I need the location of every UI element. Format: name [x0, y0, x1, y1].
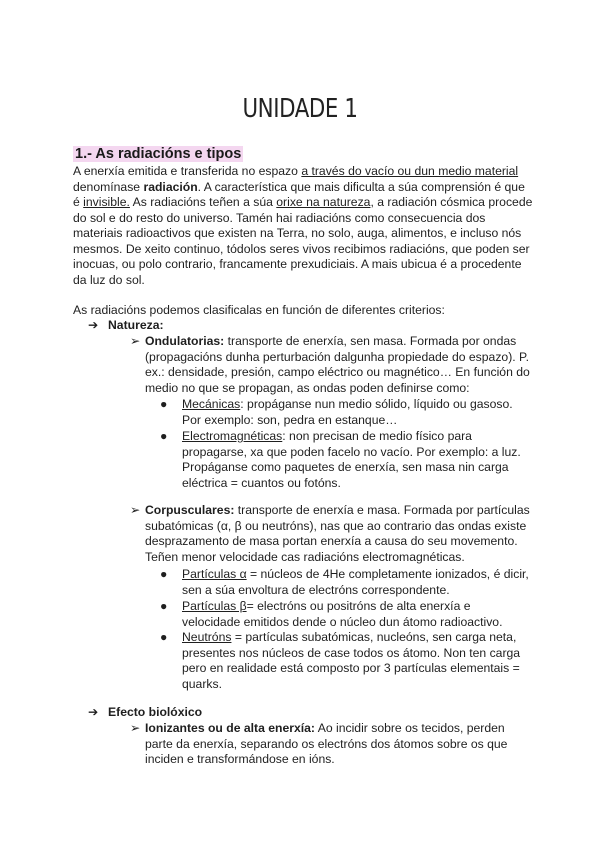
corpusculares-text: transporte de enerxía e masa. Formada por partículas subatómicas (α, β ou neutróns), nas que ao contrario das ondas existe desprazamento de masa portan enerxía a causa do seu movemento. Teñen menor velocidade cas radiacións electromagnéticas. [145, 503, 530, 564]
list-item-ondulatorias [130, 334, 530, 396]
intro-text-d: As radiacións teñen a súa [129, 195, 277, 209]
natureza-label: Natureza: [108, 318, 164, 332]
intro-underline-medium: a través do vacío ou dun medio material [301, 164, 519, 178]
intro-underline-orixe: orixe na natureza [276, 195, 371, 209]
intro-text-c: . A característica que mais dificulta a súa comprensión é que é [73, 179, 525, 209]
ondulatorias-text: transporte de enerxía, sen masa. Formada por ondas (propagacións dunha perturbación dalgunha propiedade do espazo). P. ex.: densidade, presión, campo eléctrico ou magnético… En función do medio no que se propagan, as ondas poden definirse como: [145, 334, 530, 395]
bullet-icon: ● [160, 630, 168, 644]
ondulatorias-label: Ondulatorias: [145, 334, 225, 348]
efecto-label: Efecto biolóxico [108, 705, 203, 719]
intro-underline-invisible: invisible. [83, 195, 130, 209]
list-item-particulas-beta [160, 599, 530, 630]
list-item-efecto-bioloxico [88, 705, 202, 721]
electromagneticas-label: Electromagnéticas [182, 429, 283, 443]
bullet-icon: ● [160, 397, 168, 411]
neutrons-text: = partículas subatómicas, nucleóns, sen carga neta, presentes nos núcleos de case todos os átomo. Non ten carga pero en realidade está composto por 3 partículas elementais = quarks. [182, 630, 521, 691]
section-heading: 1.- As radiacións e tipos [75, 146, 242, 162]
intro-paragraph [73, 164, 533, 288]
arrow-icon: ➔ [88, 705, 99, 719]
chevron-icon: ➢ [130, 503, 141, 517]
alfa-label: Partículas α [182, 567, 247, 581]
intro-text-b: denomínase [73, 179, 144, 194]
list-item-natureza [88, 318, 164, 334]
arrow-icon: ➔ [88, 318, 99, 332]
alfa-text: = núcleos de 4He completamente ionizados, é dicir, sen a súa envoltura de electróns correspondente. [182, 567, 529, 597]
page-title: UNIDADE 1 [242, 94, 358, 124]
beta-label: Partículas β [182, 599, 247, 613]
list-item-neutrons [160, 630, 530, 692]
corpusculares-label: Corpusculares: [145, 503, 235, 517]
chevron-icon: ➢ [130, 721, 141, 735]
intro-bold-radiacion: radiación [143, 179, 198, 194]
list-item-electromagneticas [160, 429, 530, 491]
ionizantes-label: Ionizantes ou de alta enerxía: [145, 721, 315, 735]
mecanicas-text: : propáganse nun medio sólido, líquido ou gasoso. Por exemplo: son, pedra en estanque… [182, 397, 513, 427]
list-item-particulas-alfa [160, 567, 530, 598]
beta-text: = electróns ou positróns de alta enerxía e velocidade emitidos dende o núcleo dun átomo radioactivo. [182, 599, 503, 629]
bullet-icon: ● [160, 599, 168, 613]
chevron-icon: ➢ [130, 334, 141, 348]
electromagneticas-text: : non precisan de medio físico para propagarse, xa que poden facelo no vacío. Por exemplo: a luz. Propáganse como paquetes de enerxía, sen masa nin carga eléctrica = cuantos ou fotóns. [182, 429, 521, 490]
list-item-mecanicas [160, 397, 530, 428]
list-item-corpusculares [130, 503, 530, 565]
mecanicas-label: Mecánicas [182, 397, 241, 411]
ionizantes-text: Ao incidir sobre os tecidos, perden parte da enerxía, separando os electróns dos átomos sobre os que inciden e transformándose en ións. [145, 721, 508, 766]
intro-text-e: , a radiación cósmica procede do sol e do resto do universo. Tamén hai radiacións como consecuencia dos materiais radioactivos que existen na Terra, no solo, auga, alimentos, e incluso nós mesmos. De xeito continuo, tódolos seres vivos recibimos radiacións, que poden ser inocuas, ou polo contrario, francamente prexudiciais. A mais ubicua é a procedente da luz do sol. [73, 195, 533, 287]
neutrons-label: Neutróns [182, 630, 232, 644]
intro-text-a: A enerxía emitida e transferida no espazo [73, 164, 302, 178]
criteria-paragraph: As radiacións podemos clasificalas en función de diferentes criterios: [73, 303, 445, 317]
list-item-ionizantes [130, 721, 530, 768]
bullet-icon: ● [160, 429, 168, 443]
bullet-icon: ● [160, 567, 168, 581]
